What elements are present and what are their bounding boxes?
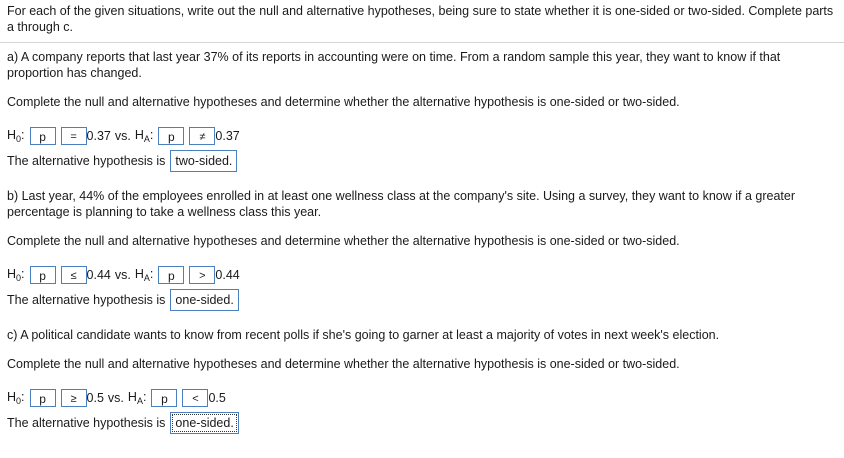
part-b-question: b) Last year, 44% of the employees enrolled in at least one wellness class at the company's site. Using a survey, they want to know if a greater percentage is planning to take a wellness class this year. [7, 189, 795, 219]
vs-text: vs. [114, 268, 131, 282]
instructions-text: For each of the given situations, write out the null and alternative hypotheses, being sure to state whether it is one-sided or two-sided. Complete parts a through c. [7, 4, 834, 34]
h0-label: $H_0$: [7, 390, 25, 406]
part-b-instruction: Complete the null and alternative hypotheses and determine whether the alternative hypothesis is one-sided or two-sided. [7, 234, 680, 248]
part-a-ha-parameter-dropdown[interactable]: p [158, 127, 184, 145]
alt-prefix-text: The alternative hypothesis is [7, 154, 166, 168]
part-a-ha-operator-dropdown[interactable]: ≠ [189, 127, 215, 145]
part-c-h0-parameter-dropdown[interactable]: p [30, 389, 56, 407]
part-b-ha-parameter-dropdown[interactable]: p [158, 266, 184, 284]
part-c-ha-parameter-dropdown[interactable]: p [151, 389, 177, 407]
part-c-sidedness-dropdown[interactable]: one-sided. [170, 412, 238, 434]
ha-label: $H_A$: [134, 267, 154, 283]
alt-prefix-text: The alternative hypothesis is [7, 293, 166, 307]
part-b-h0-parameter-dropdown[interactable]: p [30, 266, 56, 284]
part-c-instruction: Complete the null and alternative hypotheses and determine whether the alternative hypothesis is one-sided or two-sided. [7, 357, 680, 371]
part-c-hypotheses-row [7, 387, 226, 409]
part-b-sidedness-dropdown[interactable]: one-sided. [170, 289, 238, 311]
part-b-h0-value: 0.44 [86, 268, 111, 282]
h0-label: $H_0$: [7, 128, 25, 144]
part-a-instruction: Complete the null and alternative hypotheses and determine whether the alternative hypothesis is one-sided or two-sided. [7, 95, 680, 109]
part-a-answer-row [7, 149, 237, 173]
part-a-h0-parameter-dropdown[interactable]: p [30, 127, 56, 145]
vs-text: vs. [114, 129, 131, 143]
part-a-ha-value: 0.37 [215, 129, 240, 143]
ha-label: $H_A$: [134, 128, 154, 144]
vs-text: vs. [107, 391, 124, 405]
part-c-ha-value: 0.5 [208, 391, 226, 405]
h0-label: $H_0$: [7, 267, 25, 283]
part-b-h0-operator-dropdown[interactable]: ≤ [61, 266, 87, 284]
part-a-h0-operator-dropdown[interactable]: = [61, 127, 87, 145]
divider [0, 42, 844, 43]
part-a-sidedness-dropdown[interactable]: two-sided. [170, 150, 237, 172]
part-c-ha-operator-dropdown[interactable]: < [182, 389, 208, 407]
part-b-answer-row [7, 288, 239, 312]
part-c-answer-row [7, 411, 239, 435]
part-c-h0-operator-dropdown[interactable]: ≥ [61, 389, 87, 407]
part-a-h0-value: 0.37 [86, 129, 111, 143]
part-b-ha-operator-dropdown[interactable]: > [189, 266, 215, 284]
part-a-hypotheses-row [7, 125, 240, 147]
alt-prefix-text: The alternative hypothesis is [7, 416, 166, 430]
part-b-ha-value: 0.44 [215, 268, 240, 282]
ha-label: $H_A$: [127, 390, 147, 406]
part-a-question: a) A company reports that last year 37% of its reports in accounting were on time. From a random sample this year, they want to know if that proportion has changed. [7, 50, 781, 80]
part-c-h0-value: 0.5 [86, 391, 104, 405]
part-b-hypotheses-row [7, 264, 240, 286]
part-c-question: c) A political candidate wants to know from recent polls if she's going to garner at least a majority of votes in next week's election. [7, 328, 720, 342]
